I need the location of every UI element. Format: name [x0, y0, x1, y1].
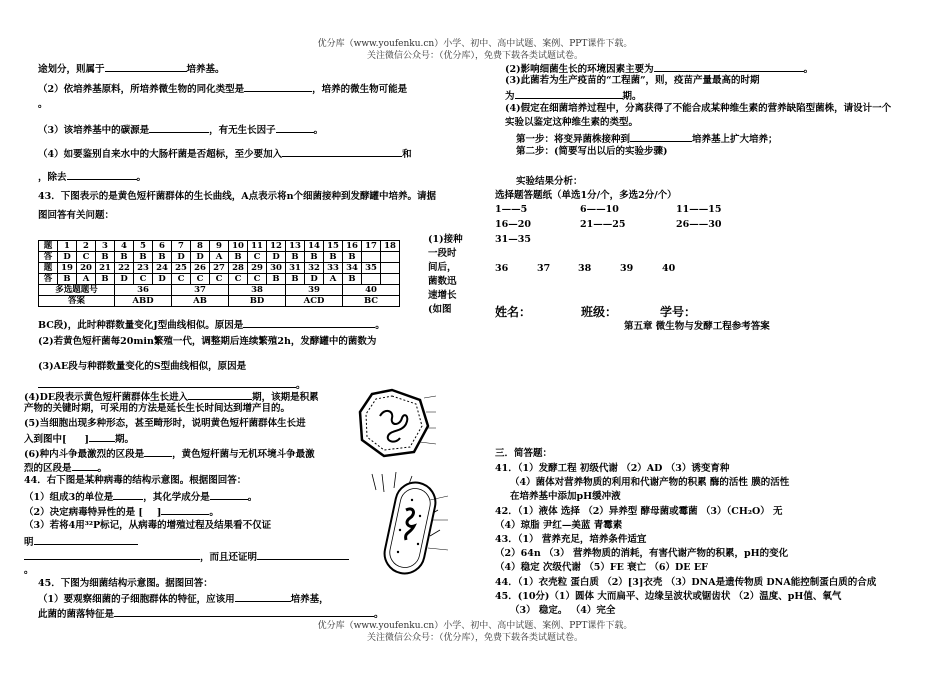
header-line-2: 关注微信公众号：（优分库），免费下载各类试题试卷。 [366, 51, 583, 61]
q43-5a: (5)当细胞出现多种形态，甚至畸形时，说明黄色短杆菌群体生长进 [24, 418, 306, 429]
q42-line [38, 62, 225, 77]
table-cell: C [172, 274, 191, 285]
r-8: 实验结果分析： [516, 176, 583, 187]
blank [515, 89, 623, 99]
table-cell: AB [172, 296, 229, 307]
table-cell: 26 [191, 263, 210, 274]
q43-6a [24, 447, 315, 462]
table-cell: C [229, 274, 248, 285]
table-cell: 10 [229, 241, 248, 252]
table-row [39, 241, 400, 252]
q38: 38 [578, 263, 592, 274]
text: 期。 [115, 434, 135, 445]
table-cell: B [305, 252, 324, 263]
ans-43b: （2）64n （3） 营养物质的消耗，有害代谢产物的积累，pH的变化 [495, 548, 789, 559]
table-cell: 17 [362, 241, 381, 252]
text: ，培养的微生物可能是 [312, 84, 408, 95]
table-cell: 3 [96, 241, 115, 252]
blank [243, 318, 375, 328]
table-cell: 18 [381, 241, 400, 252]
text: 为 [505, 91, 515, 102]
ans-43c: （4）稳定 次级代谢 （5）FE 衰亡 （6）DE EF [495, 562, 708, 573]
blank [38, 378, 296, 388]
table-cell: 9 [210, 241, 229, 252]
text: 。 [247, 492, 258, 503]
table-cell: C [191, 274, 210, 285]
ans-42: 42．（1）液体 选择 （2）异养型 酵母菌或霉菌 （3）（CH₂O） 无 [495, 506, 783, 517]
text: （2）依培养基原料，所培养微生物的同化类型是 [38, 84, 245, 95]
q44-3a: （3）若将4用³²P标记，从病毒的增殖过程及结果看不仅证 [24, 520, 272, 531]
q44-2 [24, 505, 219, 520]
student-id-label: 学号： [660, 305, 697, 319]
table-cell: B [58, 274, 77, 285]
text: 培养基。 [186, 64, 225, 75]
table-cell: 题 [39, 263, 58, 274]
text: (6)种内斗争最激烈的区段是 [24, 449, 145, 460]
range-26-30: 26——30 [676, 219, 722, 230]
table-cell: 6 [153, 241, 172, 252]
table-row [39, 252, 400, 263]
text: ] [156, 507, 162, 518]
table-cell: 24 [153, 263, 172, 274]
bacterium-diagram [368, 470, 452, 578]
blank [144, 447, 172, 457]
text: (4)DE段表示黄色短杆菌群体生长进入 [24, 392, 189, 403]
text: （2）决定病毒特异性的是 [ [24, 507, 143, 518]
table-cell: 12 [267, 241, 286, 252]
text: （3）该培养基中的碳源是 [38, 125, 150, 136]
text: 。 [313, 125, 324, 136]
table-cell: 15 [324, 241, 343, 252]
table-cell: 36 [115, 285, 172, 296]
q43-4c: 产物的关键时期，可采用的方法是延长生长时间达到增产目的。 [24, 403, 291, 414]
text: 明 [24, 537, 34, 548]
table-cell: B [115, 252, 134, 263]
text: （4）如要鉴别自来水中的大肠杆菌是否超标，至少要加入 [38, 149, 283, 160]
virus-diagram [354, 386, 440, 462]
table-cell: 30 [267, 263, 286, 274]
q44-3c [24, 550, 349, 565]
text: 期。 [622, 91, 642, 102]
table-cell: 4 [115, 241, 134, 252]
table-cell: 7 [172, 241, 191, 252]
q42-2 [38, 82, 407, 97]
table-cell: 14 [305, 241, 324, 252]
q45-1 [38, 592, 329, 607]
blank [114, 607, 374, 617]
table-cell: 29 [248, 263, 267, 274]
ans-43: 43．（1） 营养充足，培养条件适宜 [495, 534, 647, 545]
table-cell: A [324, 274, 343, 285]
table-cell: C [77, 252, 96, 263]
table-row [39, 285, 400, 296]
range-11-15: 11——15 [676, 204, 722, 215]
table-cell: 37 [172, 285, 229, 296]
ans-45b: （3） 稳定。 （4）完全 [510, 605, 616, 616]
r-6 [516, 132, 778, 147]
text: 。 [136, 172, 147, 183]
text: （1）要观察细菌的子细胞群体的特征，应该用 [38, 594, 235, 605]
blank [34, 535, 138, 545]
ans-42b: （4）琼脂 尹红—美蓝 青霉素 [495, 520, 623, 531]
table-cell [381, 274, 400, 285]
table-cell: B [96, 252, 115, 263]
table-cell [362, 274, 381, 285]
text: 培养基， [290, 594, 329, 605]
table-cell: C [248, 274, 267, 285]
q37: 37 [537, 263, 551, 274]
footer-line-2: 关注微信公众号：（优分库），免费下载各类试题试卷。 [366, 633, 583, 643]
table-cell [381, 252, 400, 263]
table-cell: ABD [115, 296, 172, 307]
text: 第一步：将变异菌株接种到 [516, 134, 631, 145]
blank [113, 490, 143, 500]
table-cell: C [134, 274, 153, 285]
ans-44: 44．（1）衣壳粒 蛋白质 （2）[3]衣壳 （3）DNA是遗传物质 DNA能控制蛋白质的合成 [495, 577, 877, 588]
table-cell: D [172, 252, 191, 263]
blank [24, 550, 200, 560]
q43-1-cont [38, 318, 385, 333]
ans-41b: （4）菌体对营养物质的利用和代谢产物的积累 酶的活性 膜的活性 [510, 477, 790, 488]
blank [257, 550, 349, 560]
table-cell: B [96, 274, 115, 285]
r-3: (3)此菌若为生产疫苗的“工程菌”，则，疫苗产量最高的时期 [505, 75, 760, 86]
text: 。 [296, 380, 306, 391]
text: 。 [209, 507, 219, 518]
table-cell [381, 263, 400, 274]
r-9: 选择题答题纸（单选1分/个，多选2分/个） [495, 190, 677, 201]
table-cell: 1 [58, 241, 77, 252]
table-cell: 23 [134, 263, 153, 274]
text: ，黄色短杆菌与无机环境斗争最激 [172, 449, 315, 460]
text: ，其化学成分是 [143, 492, 210, 503]
blank [630, 132, 692, 142]
table-cell: D [58, 252, 77, 263]
table-cell: 39 [286, 285, 343, 296]
r-3b [505, 89, 642, 104]
blank [282, 147, 402, 157]
table-row [39, 296, 400, 307]
footer-line-1: 优分库（www.youfenku.cn）小学、初中、高中试题、案例、PPT课件下载。 [317, 621, 633, 631]
blank [188, 390, 252, 400]
r-5: 实验以鉴定这种维生素的类型。 [505, 117, 639, 128]
table-cell: BD [229, 296, 286, 307]
text: ，有无生长因子 [209, 125, 276, 136]
table-cell: B [286, 252, 305, 263]
q39: 39 [620, 263, 634, 274]
blank [67, 170, 137, 180]
table-cell: 2 [77, 241, 96, 252]
table-cell: 11 [248, 241, 267, 252]
table-cell [362, 252, 381, 263]
text: 。 [375, 320, 385, 331]
table-cell: 20 [77, 263, 96, 274]
table-cell: 5 [134, 241, 153, 252]
q44-3b [24, 535, 138, 550]
table-cell: 27 [210, 263, 229, 274]
blank [235, 592, 291, 602]
table-cell: 40 [343, 285, 400, 296]
table-cell: D [115, 274, 134, 285]
q42-3 [38, 123, 323, 138]
blank [244, 82, 312, 92]
table-cell: 答 [39, 252, 58, 263]
r-7: 第二步：(简要写出以后的实验步骤) [516, 146, 668, 157]
ans-45: 45．(10分)（1）圆体 大而扁平、边缘呈波状或锯齿状 （2）温度、pH值、氧气 [495, 591, 842, 602]
text: BC段)，此时种群数量变化J型曲线相似。原因是 [38, 320, 244, 331]
table-cell: C [248, 252, 267, 263]
q42-4 [38, 147, 412, 162]
table-cell: 16 [343, 241, 362, 252]
text: 。 [374, 609, 384, 620]
chapter-title: 第五章 微生物与发酵工程参考答案 [624, 321, 770, 332]
table-cell: 多选题题号 [39, 285, 115, 296]
range-16-20: 16—20 [495, 219, 531, 230]
table-cell: 19 [58, 263, 77, 274]
text: （1）组成3的单位是 [24, 492, 114, 503]
name-label: 姓名： [495, 305, 532, 319]
table-cell: ACD [286, 296, 343, 307]
table-cell: D [191, 252, 210, 263]
ans-41: 41．（1）发酵工程 初级代谢 （2）AD （3）诱变育种 [495, 463, 730, 474]
table-cell: 33 [324, 263, 343, 274]
q43-2: (2)若黄色短杆菌每20min繁殖一代，调整期后连续繁殖2h，发酵罐中的菌数为 [38, 336, 377, 347]
table-cell: 8 [191, 241, 210, 252]
text: ] [84, 434, 89, 445]
table-cell: 38 [229, 285, 286, 296]
table-cell: 题 [39, 241, 58, 252]
q44-1 [24, 490, 257, 505]
table-cell: B [343, 252, 362, 263]
text: 培养基上扩大培养； [692, 134, 778, 145]
ans-41c: 在培养基中添加pH缓冲液 [510, 491, 621, 502]
q43-6c [24, 461, 107, 476]
table-row [39, 274, 400, 285]
table-cell: 35 [362, 263, 381, 274]
text: 。 [803, 64, 814, 75]
range-6-10: 6——10 [580, 204, 619, 215]
header-line-1: 优分库（www.youfenku.cn）小学、初中、高中试题、案例、PPT课件下载。 [317, 39, 633, 49]
text: ，而且还证明 [200, 552, 258, 563]
table-cell: C [210, 274, 229, 285]
table-cell: 28 [229, 263, 248, 274]
blank [654, 62, 804, 72]
table-cell: A [77, 274, 96, 285]
answer-table [38, 240, 400, 307]
table-cell: A [210, 252, 229, 263]
table-cell: 21 [96, 263, 115, 274]
table-cell: 34 [343, 263, 362, 274]
table-cell: B [229, 252, 248, 263]
text: 期，该期是积累 [252, 392, 319, 403]
table-cell: 答案 [39, 296, 115, 307]
q36: 36 [495, 263, 509, 274]
blank [105, 62, 187, 72]
text: ，除去 [38, 172, 67, 183]
q42-4b [38, 170, 146, 185]
text: 途划分，则属于 [38, 64, 105, 75]
q43-title-2: 图回答有关问题： [38, 210, 115, 221]
table-cell: B [267, 274, 286, 285]
blank [72, 461, 98, 471]
q45-title: 45．下图为细菌结构示意图。据图回答： [38, 578, 213, 589]
text: 烈的区段是 [24, 463, 72, 474]
table-cell: 13 [286, 241, 305, 252]
q43-3: (3)AE段与种群数量变化的S型曲线相似，原因是 [38, 361, 247, 372]
q43-5b [24, 432, 134, 447]
range-31-35: 31—35 [495, 234, 531, 245]
blank [149, 123, 209, 133]
table-cell: 答 [39, 274, 58, 285]
table-cell: BC [343, 296, 400, 307]
q43-side-text: (1)接种一段时间后，菌数迅速增长(如图 [428, 234, 463, 315]
q44-title: 44．右下图是某种病毒的结构示意图。根据图回答： [24, 475, 247, 486]
table-row [39, 263, 400, 274]
blank [161, 505, 209, 515]
table-cell: 31 [286, 263, 305, 274]
text: 此菌的菌落特征是 [38, 609, 115, 620]
text: (2)影响细菌生长的环境因素主要为 [505, 64, 654, 75]
q40: 40 [662, 263, 676, 274]
table-cell: D [305, 274, 324, 285]
table-cell: B [324, 252, 343, 263]
q44-3d: 。 [24, 565, 34, 576]
table-cell: 25 [172, 263, 191, 274]
text: 。 [97, 463, 108, 474]
blank [89, 432, 115, 442]
table-cell: B [153, 252, 172, 263]
section-3: 三．简答题： [495, 448, 553, 459]
range-1-5: 1——5 [495, 204, 528, 215]
class-label: 班级： [581, 305, 618, 319]
q42-2-end: 。 [38, 99, 48, 110]
range-21-25: 21——25 [580, 219, 626, 230]
r-4: (4)假定在细菌培养过程中，分离获得了不能合成某种维生素的营养缺陷型菌株，请设计一个 [505, 103, 892, 114]
q43-title: 43．下图表示的是黄色短杆菌群体的生长曲线，A点表示将n个细菌接种到发酵罐中培养。请据 [38, 191, 436, 202]
table-cell: D [267, 252, 286, 263]
text: 入到图中[ [24, 434, 67, 445]
table-cell: 22 [115, 263, 134, 274]
table-cell: B [134, 252, 153, 263]
table-cell: B [343, 274, 362, 285]
blank [276, 123, 314, 133]
table-cell: D [153, 274, 172, 285]
text: 和 [402, 149, 412, 160]
table-cell: B [286, 274, 305, 285]
table-cell: 32 [305, 263, 324, 274]
blank [210, 490, 248, 500]
